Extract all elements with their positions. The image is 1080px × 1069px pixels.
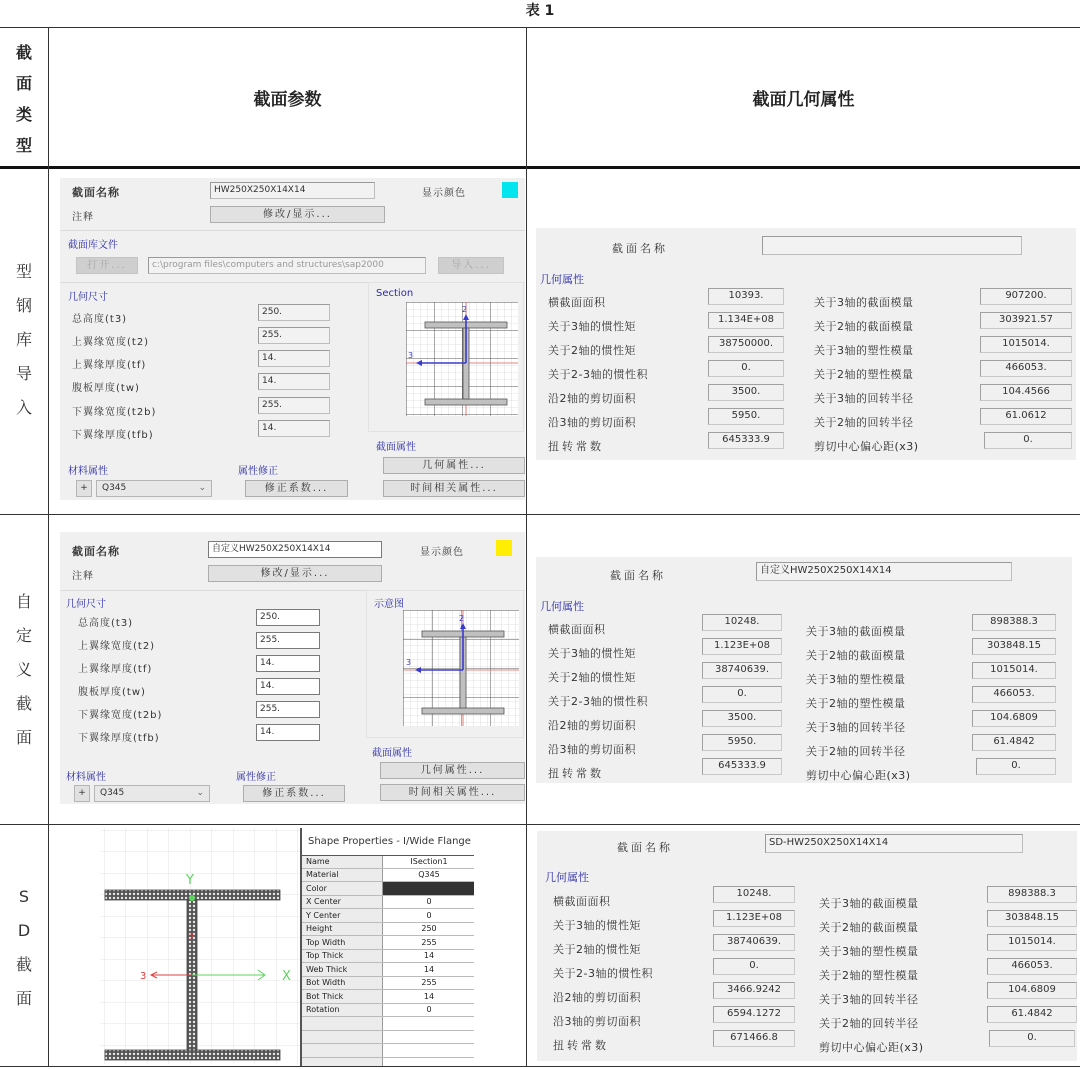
prop-label: 扭转常数: [548, 440, 604, 453]
prop-label: 扭转常数: [548, 767, 604, 780]
material-add-button[interactable]: +: [76, 480, 92, 497]
prop-value: 645333.9: [708, 432, 784, 449]
prop-value: 645333.9: [702, 758, 782, 775]
display-color-label: 显示颜色: [422, 188, 466, 199]
divider: [302, 922, 474, 923]
section-name-field[interactable]: 自定义HW250X250X14X14: [208, 541, 382, 558]
prop-label: 关于3轴的惯性矩: [548, 647, 636, 660]
prop-label: 关于3轴的惯性矩: [548, 320, 636, 333]
header-section-type: [0, 30, 48, 166]
section-dialog-custom: [60, 532, 525, 804]
prop-label: 关于2轴的截面模量: [814, 320, 914, 333]
prop-label: 沿2轴的剪切面积: [548, 719, 636, 732]
geom-group-label: 几何属性: [540, 273, 584, 286]
row-label-char: 导: [15, 364, 32, 383]
shape-prop-name: Name: [306, 857, 330, 866]
prop-label: 关于2轴的塑性模量: [806, 697, 906, 710]
material-add-button[interactable]: +: [74, 785, 90, 802]
prop-label: 剪切中心偏心距(x3): [819, 1041, 924, 1054]
divider: [302, 1016, 474, 1017]
shape-prop-value[interactable]: 0: [426, 911, 432, 920]
prop-label: 剪切中心偏心距(x3): [814, 440, 919, 453]
shape-prop-value[interactable]: 0: [426, 1005, 432, 1014]
divider: [302, 935, 474, 936]
prop-label: 横截面面积: [553, 895, 611, 908]
modify-show-button[interactable]: 修改/显示...: [208, 565, 382, 582]
prop-value: 898388.3: [972, 614, 1056, 631]
prop-value: 0.: [989, 1030, 1075, 1047]
prop-label: 关于3轴的塑性模量: [814, 344, 914, 357]
prop-label: 沿3轴的剪切面积: [553, 1015, 641, 1028]
prop-value: 0.: [702, 686, 782, 703]
modify-show-button[interactable]: 修改/显示...: [210, 206, 385, 223]
section-name-label: 截面名称: [72, 545, 120, 558]
dim-label: 上翼缘宽度(t2): [72, 337, 150, 348]
prop-value: 466053.: [980, 360, 1072, 377]
prop-value: 38740639.: [702, 662, 782, 679]
row-label-char: S: [18, 887, 30, 906]
row-label-library: [0, 255, 48, 425]
prop-value: 38740639.: [713, 934, 795, 951]
shape-prop-name: Bot Width: [306, 978, 346, 987]
prop-label: 剪切中心偏心距(x3): [806, 769, 911, 782]
dim-field-tfb[interactable]: 14.: [256, 724, 320, 741]
header-char: 面: [15, 74, 32, 93]
prop-label: 关于2轴的回转半径: [806, 745, 906, 758]
geom-props-button[interactable]: 几何属性...: [380, 762, 525, 779]
open-button[interactable]: 打开...: [76, 257, 138, 274]
prop-value: 3466.9242: [713, 982, 795, 999]
modifiers-group-label: 属性修正: [236, 772, 276, 783]
prop-value: 61.0612: [980, 408, 1072, 425]
shape-prop-value[interactable]: 14: [423, 951, 435, 960]
prop-label: 关于2轴的惯性矩: [548, 671, 636, 684]
prop-value: 104.4566: [980, 384, 1072, 401]
divider: [302, 908, 474, 909]
prop-label: 扭转常数: [553, 1039, 609, 1052]
row-label-char: 面: [15, 989, 32, 1008]
modifiers-group-label: 属性修正: [238, 466, 278, 477]
dim-label: 总高度(t3): [78, 618, 134, 629]
dim-label: 下翼缘厚度(tfb): [78, 733, 160, 744]
header-section-params: 截面参数: [253, 89, 322, 110]
prop-value: 61.4842: [987, 1006, 1077, 1023]
prop-value: 303921.57: [980, 312, 1072, 329]
prop-value: 907200.: [980, 288, 1072, 305]
dim-label: 下翼缘宽度(t2b): [78, 710, 163, 721]
prop-value: 10248.: [713, 886, 795, 903]
prop-label: 关于2-3轴的惯性积: [548, 368, 648, 381]
row-label-char: 入: [15, 398, 32, 417]
dim-field-tw[interactable]: 14.: [256, 678, 320, 695]
row-divider-2: [0, 824, 1080, 825]
divider: [302, 895, 474, 896]
header-rule: [0, 166, 1080, 169]
prop-label: 关于3轴的惯性矩: [553, 919, 641, 932]
dim-label: 下翼缘厚度(tfb): [72, 430, 154, 441]
row-label-char: 截: [15, 955, 32, 974]
display-color-label: 显示颜色: [420, 547, 464, 558]
shape-properties-panel: [300, 828, 472, 1066]
prop-value: 466053.: [987, 958, 1077, 975]
dim-field-t3[interactable]: 250.: [258, 304, 330, 321]
header-char: 类: [15, 105, 32, 124]
row-label-sd: [0, 878, 48, 1018]
row-divider-1: [0, 514, 1080, 515]
section-view-label: Section: [376, 288, 414, 299]
prop-label: 关于2-3轴的惯性积: [553, 967, 653, 980]
section-name-field[interactable]: SD-HW250X250X14X14: [765, 834, 1023, 853]
prop-value: 3500.: [702, 710, 782, 727]
divider: [302, 1043, 474, 1044]
prop-value: 671466.8: [713, 1030, 795, 1047]
prop-value: 10248.: [702, 614, 782, 631]
section-view-frame: [368, 282, 524, 432]
divider: [302, 1057, 474, 1058]
display-color-swatch[interactable]: [502, 182, 518, 198]
prop-value: 104.6809: [987, 982, 1077, 999]
dim-field-t3[interactable]: 250.: [256, 609, 320, 626]
section-name-field[interactable]: 自定义HW250X250X14X14: [756, 562, 1012, 581]
section-name-field[interactable]: [762, 236, 1022, 255]
prop-label: 关于2轴的回转半径: [814, 416, 914, 429]
prop-value: 38750000.: [708, 336, 784, 353]
svg-text:2: 2: [189, 933, 195, 943]
prop-value: 898388.3: [987, 886, 1077, 903]
col-divider-2b: [526, 825, 527, 1067]
prop-label: 关于3轴的回转半径: [806, 721, 906, 734]
row-label-char: 截: [15, 694, 32, 713]
svg-text:3: 3: [406, 658, 412, 667]
prop-label: 关于2轴的截面模量: [819, 921, 919, 934]
prop-label: 关于3轴的塑性模量: [819, 945, 919, 958]
library-group-label: 截面库文件: [68, 240, 118, 251]
prop-label: 关于2轴的塑性模量: [819, 969, 919, 982]
divider: [302, 962, 474, 963]
table-bottom-rule: [0, 1066, 1080, 1067]
divider: [302, 976, 474, 977]
section-name-field[interactable]: HW250X250X14X14: [210, 182, 375, 199]
section-name-label: 截面名称: [617, 841, 673, 854]
prop-label: 关于3轴的截面模量: [819, 897, 919, 910]
prop-value: 5950.: [702, 734, 782, 751]
prop-label: 横截面面积: [548, 623, 606, 636]
header-section-props: 截面几何属性: [752, 89, 855, 110]
divider: [302, 1003, 474, 1004]
prop-value: 3500.: [708, 384, 784, 401]
prop-value: 61.4842: [972, 734, 1056, 751]
shape-prop-name: X Center: [306, 897, 341, 906]
shape-prop-name: Rotation: [306, 1005, 340, 1014]
divider: [302, 881, 474, 882]
row-label-char: 钢: [15, 296, 32, 315]
shape-prop-name: Height: [306, 924, 333, 933]
svg-text:2: 2: [459, 614, 465, 623]
sd-section-canvas: [100, 828, 302, 1064]
chevron-down-icon: ⌄: [196, 788, 204, 798]
prop-label: 关于2轴的回转半径: [819, 1017, 919, 1030]
dim-field-t2b[interactable]: 255.: [256, 701, 320, 718]
dim-label: 上翼缘厚度(tf): [78, 664, 153, 675]
prop-value: 1.123E+08: [713, 910, 795, 927]
prop-value: 1.134E+08: [708, 312, 784, 329]
dim-label: 腹板厚度(tw): [72, 383, 140, 394]
dim-field-t2[interactable]: 255.: [256, 632, 320, 649]
shape-prop-name: Top Thick: [306, 951, 344, 960]
prop-label: 关于3轴的截面模量: [814, 296, 914, 309]
shape-prop-name: Web Thick: [306, 965, 348, 974]
shape-prop-value[interactable]: 255: [421, 978, 437, 987]
dim-label: 总高度(t3): [72, 314, 128, 325]
shape-prop-value[interactable]: 0: [426, 897, 432, 906]
shape-prop-name: Y Center: [306, 911, 341, 920]
prop-label: 关于3轴的回转半径: [819, 993, 919, 1006]
shape-prop-value[interactable]: ISection1: [410, 857, 448, 866]
row-label-char: 型: [15, 262, 32, 281]
prop-value: 1015014.: [987, 934, 1077, 951]
prop-label: 关于2轴的惯性矩: [548, 344, 636, 357]
dim-field-t2[interactable]: 255.: [258, 327, 330, 344]
dim-field-tw[interactable]: 14.: [258, 373, 330, 390]
dims-group-label: 几何尺寸: [66, 599, 106, 610]
prop-value: 0.: [708, 360, 784, 377]
divider: [302, 868, 474, 869]
row-label-custom: [0, 585, 48, 755]
section-name-label: 截面名称: [72, 186, 120, 199]
dim-field-tfb[interactable]: 14.: [258, 420, 330, 437]
section-dialog-library: [60, 178, 525, 500]
prop-value: 0.: [713, 958, 795, 975]
prop-value: 466053.: [972, 686, 1056, 703]
prop-value: 303848.15: [987, 910, 1077, 927]
prop-label: 沿2轴的剪切面积: [553, 991, 641, 1004]
geom-props-panel-sd: [537, 831, 1077, 1061]
prop-value: 10393.: [708, 288, 784, 305]
material-select[interactable]: [96, 480, 212, 497]
prop-value: 0.: [984, 432, 1072, 449]
prop-label: 沿3轴的剪切面积: [548, 416, 636, 429]
shape-prop-name: Bot Thick: [306, 992, 344, 1001]
geom-group-label: 几何属性: [545, 871, 589, 884]
section-name-label: 截面名称: [610, 569, 666, 582]
geom-group-label: 几何属性: [540, 600, 584, 613]
material-group-label: 材料属性: [66, 772, 106, 783]
prop-value: 1.123E+08: [702, 638, 782, 655]
svg-text:3: 3: [408, 351, 414, 360]
prop-label: 关于2轴的截面模量: [806, 649, 906, 662]
dim-label: 下翼缘宽度(t2b): [72, 407, 157, 418]
prop-label: 关于2轴的惯性矩: [553, 943, 641, 956]
shape-color-swatch[interactable]: [383, 882, 474, 895]
row-label-char: D: [17, 921, 31, 940]
material-select[interactable]: [94, 785, 210, 802]
prop-label: 关于3轴的塑性模量: [806, 673, 906, 686]
section-view-frame: [366, 590, 524, 738]
display-color-swatch[interactable]: [496, 540, 512, 556]
prop-label: 关于3轴的回转半径: [814, 392, 914, 405]
divider: [302, 1030, 474, 1031]
prop-label: 关于2-3轴的惯性积: [548, 695, 648, 708]
svg-text:2: 2: [462, 305, 468, 314]
prop-label: 沿3轴的剪切面积: [548, 743, 636, 756]
shape-prop-name: Color: [306, 884, 327, 893]
prop-label: 横截面面积: [548, 296, 606, 309]
prop-label: 关于3轴的截面模量: [806, 625, 906, 638]
shape-prop-value[interactable]: 14: [423, 992, 435, 1001]
prop-value: 303848.15: [972, 638, 1056, 655]
shape-prop-value[interactable]: 250: [421, 924, 437, 933]
prop-value: 0.: [976, 758, 1056, 775]
section-name-label: 截面名称: [612, 242, 668, 255]
material-value: Q345: [102, 483, 127, 493]
dim-label: 腹板厚度(tw): [78, 687, 146, 698]
header-char: 截: [15, 43, 32, 62]
shape-prop-value[interactable]: Q345: [418, 870, 440, 879]
row-label-char: 自: [15, 592, 32, 611]
prop-value: 5950.: [708, 408, 784, 425]
header-char: 型: [15, 136, 32, 155]
svg-text:3: 3: [140, 971, 147, 982]
prop-value: 104.6809: [972, 710, 1056, 727]
svg-text:Y: Y: [186, 873, 194, 888]
modifiers-button[interactable]: 修正系数...: [245, 480, 348, 497]
prop-value: 1015014.: [980, 336, 1072, 353]
prop-label: 沿2轴的剪切面积: [548, 392, 636, 405]
svg-text:X: X: [282, 969, 291, 984]
shape-prop-name: Material: [306, 870, 339, 879]
time-props-button[interactable]: 时间相关属性...: [380, 784, 525, 801]
section-view-label: 示意图: [374, 599, 404, 610]
row-label-char: 面: [15, 728, 32, 747]
material-group-label: 材料属性: [68, 466, 108, 477]
geom-props-button[interactable]: 几何属性...: [383, 457, 525, 474]
prop-label: 关于2轴的塑性模量: [814, 368, 914, 381]
dim-label: 上翼缘厚度(tf): [72, 360, 147, 371]
prop-value: 6594.1272: [713, 1006, 795, 1023]
import-button[interactable]: 导入...: [438, 257, 504, 274]
table-caption: 表 1: [525, 3, 555, 19]
dims-group-label: 几何尺寸: [68, 292, 108, 303]
time-props-button[interactable]: 时间相关属性...: [383, 480, 525, 497]
row-label-char: 库: [15, 330, 32, 349]
section-props-group-label: 截面属性: [376, 442, 416, 453]
dim-field-tf[interactable]: 14.: [256, 655, 320, 672]
shape-props-title: Shape Properties - I/Wide Flange: [308, 836, 471, 847]
geom-props-panel-custom: [536, 557, 1072, 783]
notes-label: 注释: [72, 571, 94, 582]
dim-field-tf[interactable]: 14.: [258, 350, 330, 367]
divider: [302, 989, 474, 990]
divider: [302, 949, 474, 950]
row-label-char: 义: [15, 660, 32, 679]
shape-prop-value[interactable]: 255: [421, 938, 437, 947]
library-path-field[interactable]: c:\program files\computers and structures\sap2000: [148, 257, 426, 274]
shape-prop-value[interactable]: 14: [423, 965, 435, 974]
material-value: Q345: [100, 788, 125, 798]
notes-label: 注释: [72, 212, 94, 223]
modifiers-button[interactable]: 修正系数...: [243, 785, 345, 802]
col-divider-1: [48, 28, 49, 1067]
shape-prop-name: Top Width: [306, 938, 346, 947]
row-label-char: 定: [15, 626, 32, 645]
prop-value: 1015014.: [972, 662, 1056, 679]
divider: [60, 230, 525, 231]
chevron-down-icon: ⌄: [198, 483, 206, 493]
geom-props-panel-library: [536, 228, 1076, 460]
dim-field-t2b[interactable]: 255.: [258, 397, 330, 414]
section-props-group-label: 截面属性: [372, 748, 412, 759]
dim-label: 上翼缘宽度(t2): [78, 641, 156, 652]
